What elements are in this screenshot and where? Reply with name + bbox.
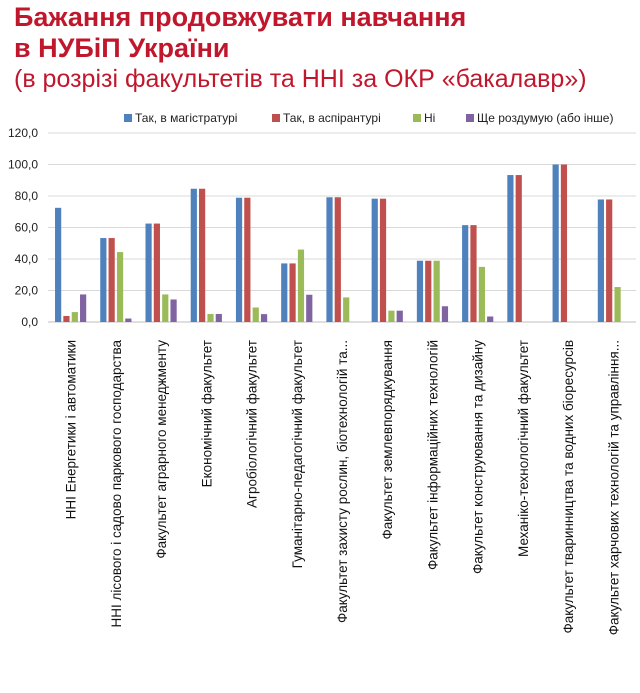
y-tick-label: 20,0 [14, 283, 38, 298]
bar [598, 199, 604, 322]
bar [397, 311, 403, 322]
bar [207, 314, 213, 322]
bar [417, 261, 423, 322]
bar [125, 319, 131, 322]
x-tick-label: Гуманітарно-педагогічний факультет [289, 340, 305, 569]
x-tick-label: Економічний факультет [199, 340, 215, 488]
x-tick-label: Агробіологічний факультет [244, 340, 260, 508]
bar [236, 198, 242, 322]
bar [606, 199, 612, 322]
bar [244, 198, 250, 322]
legend-swatch [466, 114, 474, 122]
y-tick-label: 120,0 [7, 126, 38, 140]
bar [289, 263, 295, 322]
x-tick-label: Факультет тваринництва та водних біоресурсів [561, 340, 577, 634]
bar [388, 311, 394, 322]
bar [507, 175, 513, 322]
bar [145, 224, 151, 322]
x-tick-label: Факультет захисту рослин, біотехнологій та... [335, 340, 350, 624]
title-line-1: Бажання продовжувати навчання [14, 2, 467, 32]
legend [124, 111, 613, 125]
bar [561, 165, 567, 323]
x-tick-label: ННІ лісового і садово паркового господарства [108, 340, 124, 628]
bar [516, 175, 522, 322]
legend-label: Ні [424, 111, 436, 125]
bar [281, 263, 287, 322]
bar [434, 261, 440, 322]
bar [100, 238, 106, 322]
x-axis [64, 340, 622, 636]
legend-swatch [272, 114, 280, 122]
chart-subtitle: (в розрізі факультетів та ННІ за ОКР «бакалавр») [14, 65, 587, 93]
grid [48, 133, 636, 322]
x-tick-label: Факультет інформаційних технологій [425, 340, 441, 570]
bar [425, 261, 431, 322]
legend-swatch [413, 114, 421, 122]
bar [298, 250, 304, 322]
bar [306, 295, 312, 322]
bar [553, 165, 559, 323]
bar [487, 316, 493, 322]
bar [170, 299, 176, 322]
bar [154, 224, 160, 322]
bar [335, 197, 341, 322]
x-tick-label: Факультет аграрного менеджменту [154, 340, 170, 559]
y-tick-label: 80,0 [14, 189, 38, 203]
legend-swatch [124, 114, 132, 122]
bar [343, 297, 349, 322]
bar [72, 312, 78, 322]
legend-label: Так, в магістратурі [135, 111, 238, 125]
bar [380, 199, 386, 322]
bar [479, 267, 485, 322]
bar [216, 314, 222, 322]
bar [55, 208, 61, 322]
legend-label: Так, в аспірантурі [283, 111, 381, 125]
bar [462, 225, 468, 322]
bar [109, 238, 115, 322]
bar [117, 252, 123, 322]
bar [442, 306, 448, 322]
y-tick-label: 0,0 [21, 315, 38, 329]
x-tick-label: ННІ Енергетики і автоматики [63, 340, 79, 520]
bar [162, 294, 168, 322]
x-tick-label: Факультет харчових технологій та управління... [606, 340, 622, 636]
bar [372, 199, 378, 322]
x-tick-label: Факультет землевпорядкування [380, 340, 396, 540]
bar [261, 314, 267, 322]
bar [614, 287, 620, 322]
title-line-2: в НУБіП України [14, 33, 230, 63]
bar [470, 225, 476, 322]
bar [63, 316, 69, 322]
x-tick-label: Механіко-технологічний факультет [515, 340, 531, 557]
y-axis [8, 126, 38, 329]
y-tick-label: 40,0 [14, 252, 38, 266]
y-tick-label: 100,0 [7, 157, 38, 172]
bars [55, 165, 621, 323]
bar [326, 197, 332, 322]
bar [199, 189, 205, 322]
legend-label: Ще роздумую (або інше) [477, 111, 614, 125]
y-tick-label: 60,0 [14, 220, 38, 235]
bar [80, 294, 86, 322]
x-tick-label: Факультет конструювання та дизайну [470, 340, 486, 575]
bar [191, 189, 197, 322]
bar [253, 308, 259, 322]
